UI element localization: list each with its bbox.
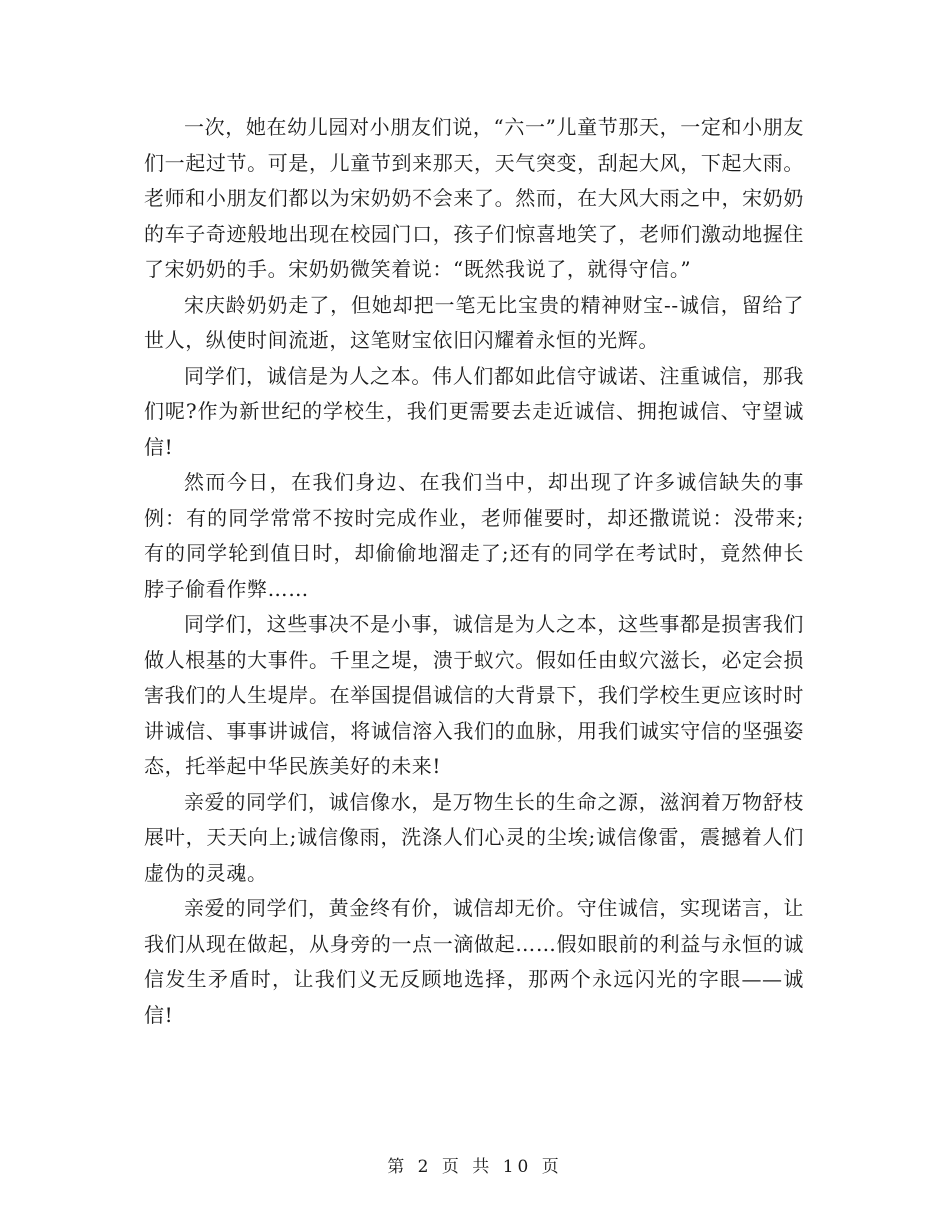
paragraph-2: 宋庆龄奶奶走了，但她却把一笔无比宝贵的精神财宝--诚信，留给了世人，纵使时间流逝，这笔财宝依旧闪耀着永恒的光辉。 — [144, 292, 804, 352]
footer-middle: 页 共 — [441, 1157, 494, 1177]
paragraph-6: 亲爱的同学们，诚信像水，是万物生长的生命之源，滋润着万物舒枝展叶，天天向上;诚信像雨，洗涤人们心灵的尘埃;诚信像雷，震撼着人们虚伪的灵魂。 — [144, 789, 804, 885]
footer-prefix: 第 — [387, 1157, 409, 1177]
paragraph-3: 同学们，诚信是为人之本。伟人们都如此信守诚诺、注重诚信，那我们呢?作为新世纪的学校生，我们更需要去走近诚信、拥抱诚信、守望诚信! — [144, 363, 805, 459]
footer-suffix: 页 — [541, 1157, 563, 1177]
page-number-footer — [0, 1152, 950, 1177]
paragraph-1: 一次，她在幼儿园对小朋友们说，“六一”儿童节那天，一定和小朋友们一起过节。可是，儿童节到来那天，天气突变，刮起大风，下起大雨。老师和小朋友们都以为宋奶奶不会来了。然而，在大风大雨之中，宋奶奶的车子奇迹般地出现在校园门口，孩子们惊喜地笑了，老师们激动地握住了宋奶奶的手。宋奶奶微笑着说：“既然我说了，就得守信。” — [144, 115, 804, 281]
paragraph-4: 然而今日，在我们身边、在我们当中，却出现了许多诚信缺失的事例：有的同学常常不按时完成作业，老师催要时，却还撒谎说：没带来;有的同学轮到值日时，却偷偷地溜走了;还有的同学在考试时，竟然伸长脖子偷看作弊…… — [144, 470, 804, 601]
total-page-count: 10 — [502, 1157, 533, 1177]
document-body — [144, 110, 804, 1033]
paragraph-7: 亲爱的同学们，黄金终有价，诚信却无价。守住诚信，实现诺言，让我们从现在做起，从身旁的一点一滴做起……假如眼前的利益与永恒的诚信发生矛盾时，让我们义无反顾地选择，那两个永远闪光的字眼——诚信! — [144, 896, 804, 1027]
current-page-number: 2 — [417, 1157, 433, 1177]
paragraph-5: 同学们，这些事决不是小事，诚信是为人之本，这些事都是损害我们做人根基的大事件。千里之堤，溃于蚁穴。假如任由蚁穴滋长，必定会损害我们的人生堤岸。在举国提倡诚信的大背景下，我们学校生更应该时时讲诚信、事事讲诚信，将诚信溶入我们的血脉，用我们诚实守信的坚强姿态，托举起中华民族美好的未来! — [144, 612, 804, 778]
